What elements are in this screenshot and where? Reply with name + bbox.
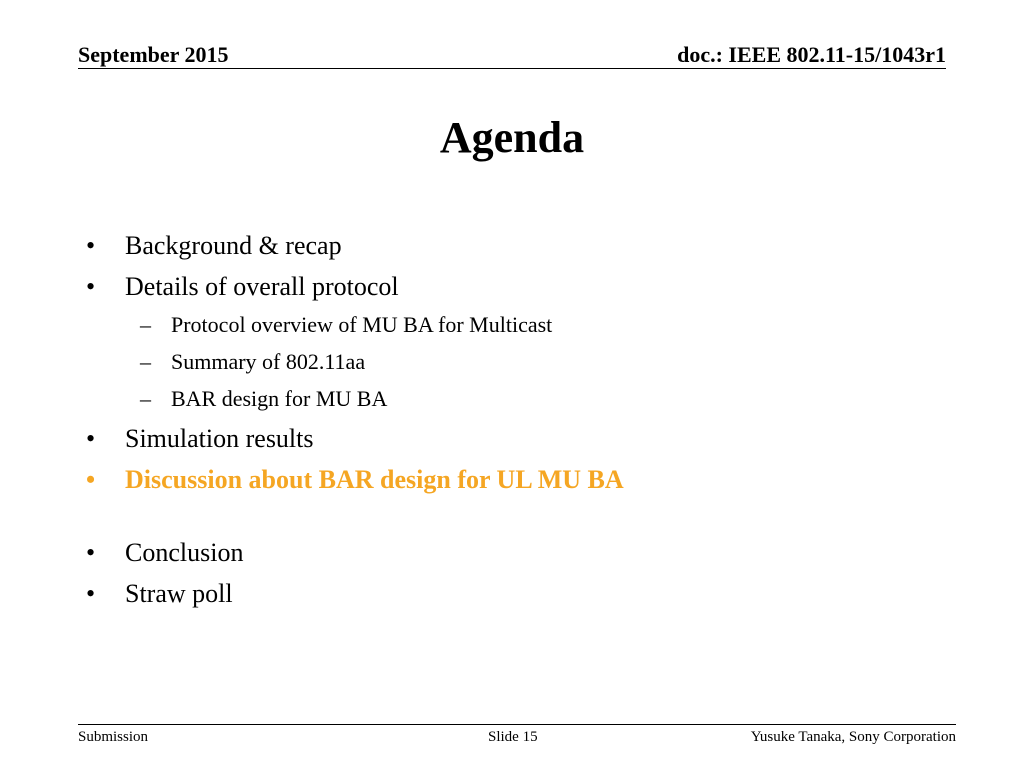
bullet-icon: • — [86, 231, 96, 260]
footer-slide-number: Slide 15 — [488, 729, 538, 745]
footer-submission: Submission — [78, 729, 149, 745]
bullet-icon: • — [86, 579, 96, 608]
agenda-item-label: Discussion about BAR design for UL MU BA — [125, 465, 624, 494]
dash-icon: – — [140, 312, 151, 337]
agenda-item-label: Simulation results — [125, 424, 314, 453]
header-date: September 2015 — [78, 42, 229, 67]
slide-title: Agenda — [439, 113, 585, 162]
agenda-subitem-label: BAR design for MU BA — [171, 386, 388, 411]
footer-divider — [78, 724, 956, 725]
dash-icon: – — [140, 349, 151, 374]
agenda-subitem-label: Protocol overview of MU BA for Multicast — [171, 312, 553, 337]
bullet-icon: • — [86, 272, 96, 301]
dash-icon: – — [140, 386, 151, 411]
agenda-item-label: Conclusion — [125, 538, 244, 567]
bullet-icon: • — [86, 538, 96, 567]
agenda-subitem-label: Summary of 802.11aa — [171, 349, 366, 374]
header-doc-id: doc.: IEEE 802.11-15/1043r1 — [677, 42, 946, 67]
footer-author: Yusuke Tanaka, Sony Corporation — [750, 729, 956, 745]
bullet-icon: • — [86, 465, 96, 494]
agenda-item-label: Details of overall protocol — [125, 272, 399, 301]
bullet-icon: • — [86, 424, 96, 453]
agenda-item-label: Background & recap — [125, 231, 342, 260]
agenda-item-label: Straw poll — [125, 579, 233, 608]
